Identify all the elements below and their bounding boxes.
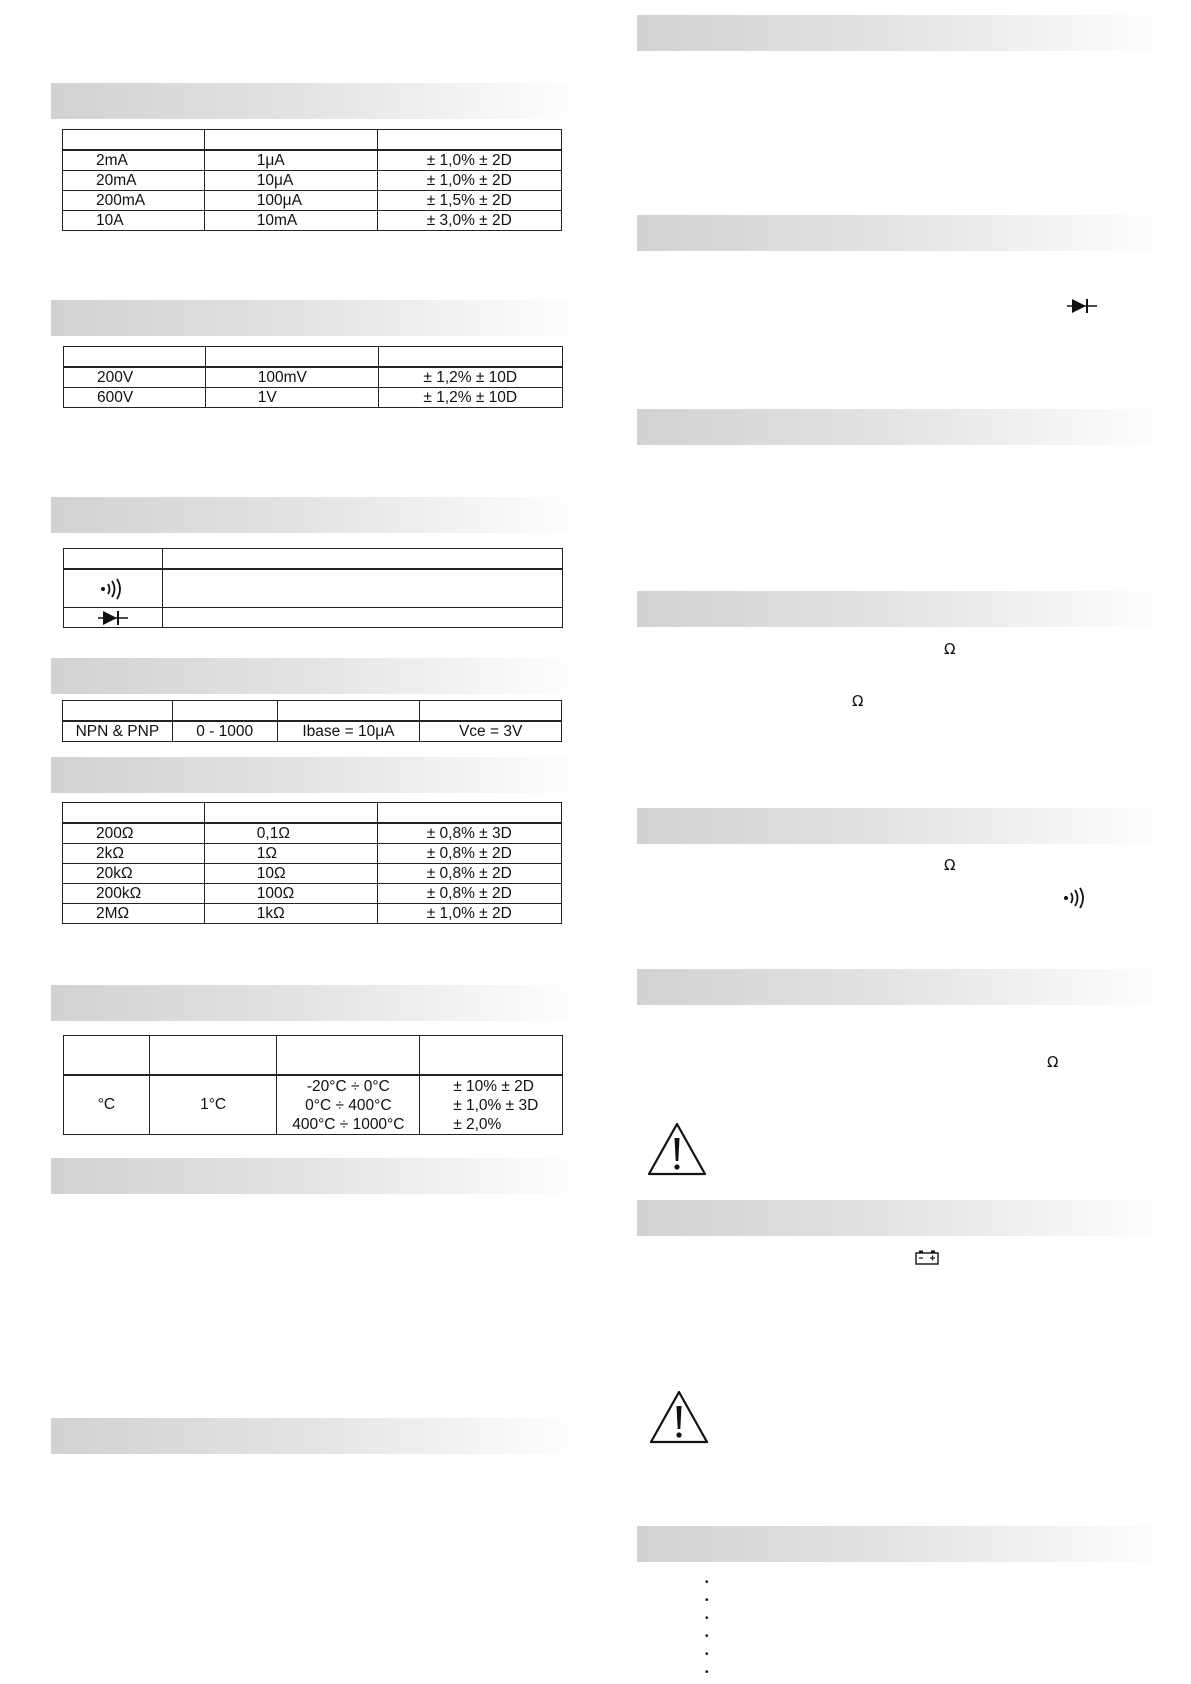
table-row [63,884,562,904]
accuracy-cell: ± 3,0% ± 2D [377,211,561,231]
warning-icon [648,1389,710,1445]
hfe-cell: 0 - 1000 [172,721,277,742]
accuracy-cell: ± 0,8% ± 2D [377,844,562,864]
table-row [64,608,563,628]
resolution-cell: 0,1Ω [204,823,377,844]
section-header-temperature [51,985,585,1021]
range-line: 400°C ÷ 1000°C [292,1115,405,1133]
resolution-cell: 10μA [204,171,377,191]
table-row [64,569,563,608]
section-header-right-5 [637,808,1171,844]
omega-symbol: Ω [1047,1053,1059,1071]
section-header-right-2 [637,215,1171,251]
resolution-cell: 1Ω [204,844,377,864]
list-bullet: • [705,1667,709,1678]
table-row [63,191,562,211]
resolution-cell: 1μA [204,150,377,171]
omega-symbol: Ω [944,640,956,658]
table-row [63,823,562,844]
range-cell: 200Ω [63,823,205,844]
range-cell: 10A [63,211,205,231]
range-cell: 200mA [63,191,205,211]
buzzer-icon [1063,887,1089,909]
accuracy-cell: ± 1,0% ± 2D [377,904,562,924]
range-cell: 20mA [63,171,205,191]
ac-voltage-table [63,346,563,408]
temperature-ranges-cell [277,1075,420,1135]
resolution-cell: 100μA [204,191,377,211]
table-header-row [64,549,563,570]
range-cell: 2kΩ [63,844,205,864]
section-header-right-7 [637,1200,1171,1236]
table-header-row [64,1036,563,1076]
accuracy-cell: ± 0,8% ± 3D [377,823,562,844]
accuracy-cell: ± 1,2% ± 10D [378,388,563,408]
accuracy-cell: ± 0,8% ± 2D [377,864,562,884]
table-header-row [64,347,563,368]
range-cell: 20kΩ [63,864,205,884]
range-cell: 2mA [63,150,205,171]
section-header-ac-voltage [51,300,585,336]
list-bullet: • [705,1595,709,1606]
table-row [64,388,563,408]
accuracy-cell: ± 1,2% ± 10D [378,367,563,388]
omega-symbol: Ω [852,692,864,710]
section-header-transistor [51,658,585,694]
section-header-right-4 [637,591,1171,627]
table-row [63,211,562,231]
list-bullet: • [705,1649,709,1660]
vce-cell: Vce = 3V [420,721,562,742]
buzzer-icon [100,578,126,600]
table-row [64,367,563,388]
resolution-cell: 100mV [205,367,378,388]
section-header-left-8 [51,1158,585,1194]
unit-cell: °C [64,1075,150,1135]
section-header-right-8 [637,1526,1171,1562]
accuracy-line: ± 1,0% ± 3D [453,1096,539,1114]
transistor-table [62,700,562,742]
table-row [63,844,562,864]
resolution-cell: 100Ω [204,884,377,904]
temperature-table [63,1035,563,1135]
table-header-row [63,130,562,151]
ibase-cell: Ibase = 10μA [277,721,420,742]
table-row [63,171,562,191]
table-row [63,150,562,171]
section-header-right-3 [637,409,1171,445]
list-bullet: • [705,1577,709,1588]
warning-icon [646,1121,708,1177]
table-row [63,864,562,884]
accuracy-cell: ± 1,0% ± 2D [377,150,561,171]
section-header-dc-current [51,83,585,119]
accuracy-line: ± 10% ± 2D [453,1077,534,1095]
range-cell: 600V [64,388,206,408]
range-cell: 2MΩ [63,904,205,924]
range-line: -20°C ÷ 0°C [306,1077,390,1095]
list-bullet: • [705,1613,709,1624]
table-header-row [63,803,562,824]
table-row [63,904,562,924]
resolution-cell: 10mA [204,211,377,231]
diode-icon [1067,298,1097,314]
range-cell: 200kΩ [63,884,205,904]
accuracy-cell: ± 1,0% ± 2D [377,171,561,191]
range-line: 0°C ÷ 400°C [305,1096,392,1114]
dc-current-table [62,129,562,231]
table-header-row [63,701,562,722]
resolution-cell: 1°C [149,1075,277,1135]
table-row [64,1075,563,1135]
section-header-resistance [51,757,585,793]
resolution-cell: 10Ω [204,864,377,884]
omega-symbol: Ω [944,856,956,874]
resolution-cell: 1kΩ [204,904,377,924]
continuity-diode-table [63,548,563,628]
section-header-right-6 [637,969,1171,1005]
accuracy-line: ± 2,0% [453,1115,502,1133]
accuracy-cell: ± 0,8% ± 2D [377,884,562,904]
transistor-type-cell: NPN & PNP [63,721,173,742]
resolution-cell: 1V [205,388,378,408]
list-bullet: • [705,1631,709,1642]
resistance-table [62,802,562,924]
section-header-continuity [51,497,585,533]
accuracy-cell: ± 1,5% ± 2D [377,191,561,211]
temperature-accuracy-cell [420,1075,563,1135]
battery-icon [915,1250,939,1265]
diode-icon [98,610,128,626]
section-header-left-9 [51,1418,585,1454]
range-cell: 200V [64,367,206,388]
table-row [63,721,562,742]
section-header-right-1 [637,15,1171,51]
